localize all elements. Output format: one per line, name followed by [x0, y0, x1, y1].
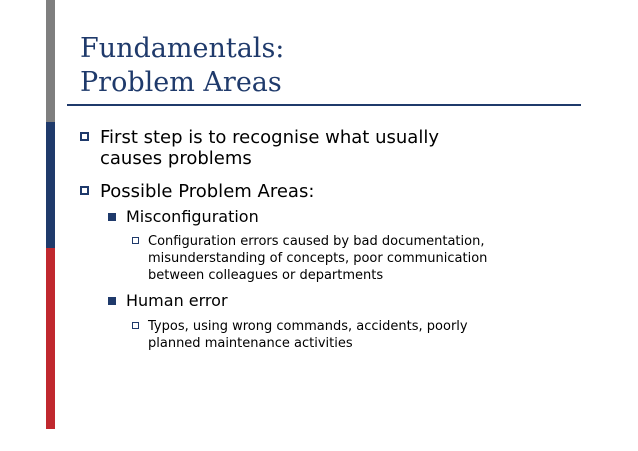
slide-title-line1: Fundamentals: [80, 33, 285, 64]
bullet-text: Possible Problem Areas: [100, 181, 315, 202]
slide-title [80, 32, 284, 100]
detail-text: planned maintenance activities [148, 336, 353, 351]
subbullet-text: Human error [126, 291, 228, 310]
hollow-square-bullet-icon [80, 132, 89, 141]
subbullet-text: Misconfiguration [126, 207, 259, 226]
hollow-square-bullet-icon [132, 322, 139, 329]
detail-text: Typos, using wrong commands, accidents, poorly [148, 319, 468, 334]
bullet-text: First step is to recognise what usually [100, 127, 439, 148]
filled-square-bullet-icon [108, 297, 116, 305]
title-underline [67, 104, 581, 106]
filled-square-bullet-icon [108, 213, 116, 221]
slide-title-line2: Problem Areas [80, 67, 282, 98]
detail-text: misunderstanding of concepts, poor communication [148, 251, 488, 266]
accent-bar-blue [46, 122, 55, 248]
detail-text: Configuration errors caused by bad documentation, [148, 234, 485, 249]
accent-bar-gray [46, 0, 55, 122]
bullet-text: causes problems [100, 148, 252, 169]
accent-bar-red [46, 248, 55, 429]
hollow-square-bullet-icon [132, 237, 139, 244]
hollow-square-bullet-icon [80, 186, 89, 195]
detail-text: between colleagues or departments [148, 268, 384, 283]
